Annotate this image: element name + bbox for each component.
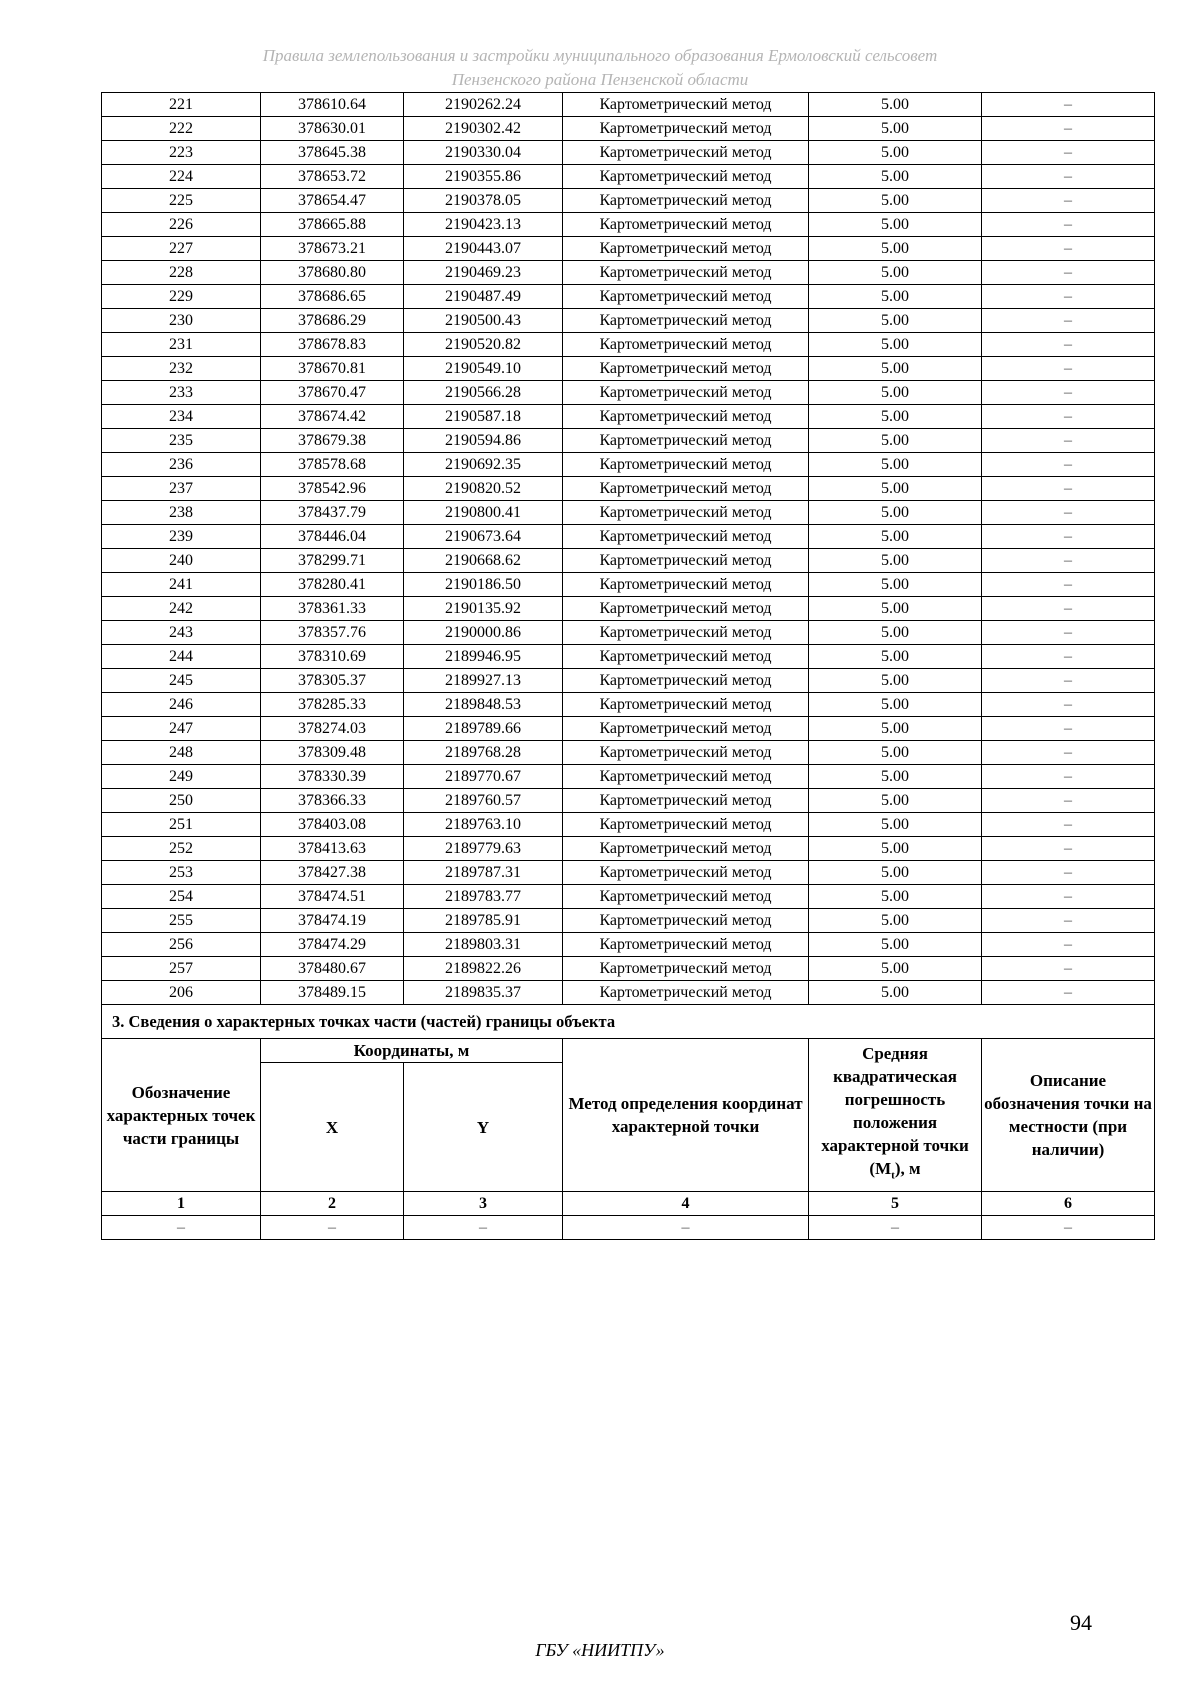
description-cell: –: [982, 309, 1155, 333]
point-number-cell: 239: [102, 525, 261, 549]
error-cell: 5.00: [809, 261, 982, 285]
y-coordinate-cell: 2190135.92: [404, 597, 563, 621]
method-cell: Картометрический метод: [563, 333, 809, 357]
error-cell: 5.00: [809, 117, 982, 141]
x-coordinate-cell: 378403.08: [261, 813, 404, 837]
point-number-cell: 240: [102, 549, 261, 573]
point-number-cell: 223: [102, 141, 261, 165]
x-coordinate-cell: 378446.04: [261, 525, 404, 549]
x-coordinate-cell: 378474.29: [261, 933, 404, 957]
error-cell: 5.00: [809, 405, 982, 429]
table-row: [102, 333, 1155, 357]
method-cell: Картометрический метод: [563, 981, 809, 1005]
point-number-cell: 241: [102, 573, 261, 597]
y-coordinate-cell: 2190443.07: [404, 237, 563, 261]
error-cell: 5.00: [809, 285, 982, 309]
error-cell: 5.00: [809, 549, 982, 573]
description-cell: –: [982, 357, 1155, 381]
point-number-cell: 247: [102, 717, 261, 741]
error-cell: 5.00: [809, 141, 982, 165]
y-coordinate-cell: 2190800.41: [404, 501, 563, 525]
method-cell: Картометрический метод: [563, 669, 809, 693]
x-coordinate-cell: 378578.68: [261, 453, 404, 477]
y-coordinate-cell: 2190520.82: [404, 333, 563, 357]
y-coordinate-cell: 2189822.26: [404, 957, 563, 981]
y-coordinate-cell: 2190487.49: [404, 285, 563, 309]
point-number-cell: 228: [102, 261, 261, 285]
x-coordinate-cell: 378686.29: [261, 309, 404, 333]
header-y: Y: [404, 1063, 563, 1192]
error-cell: 5.00: [809, 933, 982, 957]
table-row: [102, 381, 1155, 405]
method-cell: Картометрический метод: [563, 549, 809, 573]
method-cell: Картометрический метод: [563, 141, 809, 165]
x-coordinate-cell: 378670.47: [261, 381, 404, 405]
x-coordinate-cell: 378305.37: [261, 669, 404, 693]
y-coordinate-cell: 2189787.31: [404, 861, 563, 885]
description-cell: –: [982, 765, 1155, 789]
y-coordinate-cell: 2190469.23: [404, 261, 563, 285]
table-row: [102, 573, 1155, 597]
empty-data-row: [102, 1216, 1155, 1240]
method-cell: Картометрический метод: [563, 189, 809, 213]
y-coordinate-cell: 2190330.04: [404, 141, 563, 165]
method-cell: Картометрический метод: [563, 885, 809, 909]
table-row: [102, 117, 1155, 141]
y-coordinate-cell: 2190302.42: [404, 117, 563, 141]
error-cell: 5.00: [809, 309, 982, 333]
empty-cell: –: [982, 1216, 1155, 1240]
x-coordinate-cell: 378680.80: [261, 261, 404, 285]
method-cell: Картометрический метод: [563, 285, 809, 309]
y-coordinate-cell: 2190423.13: [404, 213, 563, 237]
description-cell: –: [982, 933, 1155, 957]
error-cell: 5.00: [809, 837, 982, 861]
y-coordinate-cell: 2189760.57: [404, 789, 563, 813]
y-coordinate-cell: 2190378.05: [404, 189, 563, 213]
table-row: [102, 405, 1155, 429]
error-cell: 5.00: [809, 189, 982, 213]
method-cell: Картометрический метод: [563, 309, 809, 333]
x-coordinate-cell: 378542.96: [261, 477, 404, 501]
header-method: Метод определения координат характерной точки: [563, 1039, 809, 1192]
point-number-cell: 233: [102, 381, 261, 405]
x-coordinate-cell: 378357.76: [261, 621, 404, 645]
description-cell: –: [982, 885, 1155, 909]
method-cell: Картометрический метод: [563, 429, 809, 453]
method-cell: Картометрический метод: [563, 93, 809, 117]
method-cell: Картометрический метод: [563, 693, 809, 717]
table-row: [102, 597, 1155, 621]
method-cell: Картометрический метод: [563, 453, 809, 477]
x-coordinate-cell: 378686.65: [261, 285, 404, 309]
x-coordinate-cell: 378330.39: [261, 765, 404, 789]
empty-cell: –: [563, 1216, 809, 1240]
header-error: [809, 1039, 982, 1192]
method-cell: Картометрический метод: [563, 765, 809, 789]
page-number: 94: [1070, 1610, 1092, 1635]
method-cell: Картометрический метод: [563, 909, 809, 933]
point-number-cell: 232: [102, 357, 261, 381]
y-coordinate-cell: 2189763.10: [404, 813, 563, 837]
y-coordinate-cell: 2190668.62: [404, 549, 563, 573]
table-row: [102, 429, 1155, 453]
header-error-sub: t: [891, 1169, 895, 1182]
x-coordinate-cell: 378285.33: [261, 693, 404, 717]
table-row: [102, 645, 1155, 669]
header-line-2: Пензенского района Пензенской области: [451, 70, 749, 89]
y-coordinate-cell: 2189768.28: [404, 741, 563, 765]
column-number: 5: [809, 1192, 982, 1216]
error-cell: 5.00: [809, 93, 982, 117]
table-row: [102, 477, 1155, 501]
header-description: Описание обозначения точки на местности (при наличии): [982, 1039, 1155, 1192]
y-coordinate-cell: 2189835.37: [404, 981, 563, 1005]
header-coordinates: Координаты, м: [261, 1039, 563, 1063]
description-cell: –: [982, 645, 1155, 669]
table-row: [102, 213, 1155, 237]
y-coordinate-cell: 2190587.18: [404, 405, 563, 429]
error-cell: 5.00: [809, 741, 982, 765]
y-coordinate-cell: 2190549.10: [404, 357, 563, 381]
error-cell: 5.00: [809, 237, 982, 261]
point-number-cell: 227: [102, 237, 261, 261]
error-cell: 5.00: [809, 477, 982, 501]
x-coordinate-cell: 378679.38: [261, 429, 404, 453]
table-row: [102, 93, 1155, 117]
error-cell: 5.00: [809, 885, 982, 909]
error-cell: 5.00: [809, 429, 982, 453]
x-coordinate-cell: 378654.47: [261, 189, 404, 213]
x-coordinate-cell: 378673.21: [261, 237, 404, 261]
x-coordinate-cell: 378437.79: [261, 501, 404, 525]
error-cell: 5.00: [809, 645, 982, 669]
description-cell: –: [982, 909, 1155, 933]
method-cell: Картометрический метод: [563, 213, 809, 237]
description-cell: –: [982, 285, 1155, 309]
y-coordinate-cell: 2190594.86: [404, 429, 563, 453]
x-coordinate-cell: 378474.51: [261, 885, 404, 909]
method-cell: Картометрический метод: [563, 597, 809, 621]
error-cell: 5.00: [809, 453, 982, 477]
x-coordinate-cell: 378645.38: [261, 141, 404, 165]
description-cell: –: [982, 453, 1155, 477]
x-coordinate-cell: 378630.01: [261, 117, 404, 141]
description-cell: –: [982, 261, 1155, 285]
table-row: [102, 525, 1155, 549]
table-row: [102, 189, 1155, 213]
y-coordinate-cell: 2189783.77: [404, 885, 563, 909]
x-coordinate-cell: 378489.15: [261, 981, 404, 1005]
description-cell: –: [982, 669, 1155, 693]
description-cell: –: [982, 381, 1155, 405]
x-coordinate-cell: 378361.33: [261, 597, 404, 621]
method-cell: Картометрический метод: [563, 645, 809, 669]
x-coordinate-cell: 378665.88: [261, 213, 404, 237]
error-cell: 5.00: [809, 333, 982, 357]
description-cell: –: [982, 93, 1155, 117]
header-line-1: Правила землепользования и застройки муниципального образования Ермоловский сельсовет: [262, 46, 938, 65]
y-coordinate-cell: 2189848.53: [404, 693, 563, 717]
table-row: [102, 981, 1155, 1005]
error-cell: 5.00: [809, 717, 982, 741]
point-number-cell: 230: [102, 309, 261, 333]
empty-cell: –: [809, 1216, 982, 1240]
error-cell: 5.00: [809, 213, 982, 237]
point-number-cell: 250: [102, 789, 261, 813]
table-row: [102, 165, 1155, 189]
x-coordinate-cell: 378480.67: [261, 957, 404, 981]
table-row: [102, 549, 1155, 573]
method-cell: Картометрический метод: [563, 957, 809, 981]
method-cell: Картометрический метод: [563, 381, 809, 405]
point-number-cell: 234: [102, 405, 261, 429]
x-coordinate-cell: 378610.64: [261, 93, 404, 117]
x-coordinate-cell: 378674.42: [261, 405, 404, 429]
error-cell: 5.00: [809, 357, 982, 381]
error-cell: 5.00: [809, 621, 982, 645]
error-cell: 5.00: [809, 381, 982, 405]
method-cell: Картометрический метод: [563, 741, 809, 765]
column-number: 6: [982, 1192, 1155, 1216]
description-cell: –: [982, 741, 1155, 765]
point-number-cell: 252: [102, 837, 261, 861]
point-number-cell: 244: [102, 645, 261, 669]
table-row: [102, 621, 1155, 645]
point-number-cell: 253: [102, 861, 261, 885]
point-number-cell: 224: [102, 165, 261, 189]
description-cell: –: [982, 429, 1155, 453]
point-number-cell: 236: [102, 453, 261, 477]
point-number-cell: 255: [102, 909, 261, 933]
y-coordinate-cell: 2189779.63: [404, 837, 563, 861]
column-number: 2: [261, 1192, 404, 1216]
x-coordinate-cell: 378678.83: [261, 333, 404, 357]
table-row: [102, 453, 1155, 477]
description-cell: –: [982, 837, 1155, 861]
point-number-cell: 206: [102, 981, 261, 1005]
method-cell: Картометрический метод: [563, 261, 809, 285]
table-row: [102, 837, 1155, 861]
table-row: [102, 741, 1155, 765]
table-row: [102, 789, 1155, 813]
column-number: 3: [404, 1192, 563, 1216]
point-number-cell: 245: [102, 669, 261, 693]
coordinates-table-body: [102, 93, 1155, 1005]
description-cell: –: [982, 981, 1155, 1005]
x-coordinate-cell: 378427.38: [261, 861, 404, 885]
y-coordinate-cell: 2190692.35: [404, 453, 563, 477]
method-cell: Картометрический метод: [563, 717, 809, 741]
x-coordinate-cell: 378474.19: [261, 909, 404, 933]
table-row: [102, 501, 1155, 525]
table-row: [102, 309, 1155, 333]
description-cell: –: [982, 693, 1155, 717]
y-coordinate-cell: 2190566.28: [404, 381, 563, 405]
empty-cell: –: [404, 1216, 563, 1240]
table-row: [102, 957, 1155, 981]
description-cell: –: [982, 213, 1155, 237]
method-cell: Картометрический метод: [563, 525, 809, 549]
point-number-cell: 231: [102, 333, 261, 357]
table-row: [102, 909, 1155, 933]
x-coordinate-cell: 378280.41: [261, 573, 404, 597]
y-coordinate-cell: 2189770.67: [404, 765, 563, 789]
y-coordinate-cell: 2190820.52: [404, 477, 563, 501]
table-row: [102, 285, 1155, 309]
table-row: [102, 693, 1155, 717]
point-number-cell: 237: [102, 477, 261, 501]
empty-cell: –: [102, 1216, 261, 1240]
error-cell: 5.00: [809, 909, 982, 933]
description-cell: –: [982, 573, 1155, 597]
table-row: [102, 141, 1155, 165]
point-number-cell: 251: [102, 813, 261, 837]
method-cell: Картометрический метод: [563, 621, 809, 645]
method-cell: Картометрический метод: [563, 573, 809, 597]
error-cell: 5.00: [809, 861, 982, 885]
y-coordinate-cell: 2190262.24: [404, 93, 563, 117]
description-cell: –: [982, 597, 1155, 621]
x-coordinate-cell: 378670.81: [261, 357, 404, 381]
empty-cell: –: [261, 1216, 404, 1240]
error-cell: 5.00: [809, 573, 982, 597]
description-cell: –: [982, 621, 1155, 645]
point-number-cell: 226: [102, 213, 261, 237]
x-coordinate-cell: 378274.03: [261, 717, 404, 741]
description-cell: –: [982, 501, 1155, 525]
y-coordinate-cell: 2190500.43: [404, 309, 563, 333]
description-cell: –: [982, 189, 1155, 213]
column-number: 4: [563, 1192, 809, 1216]
point-number-cell: 249: [102, 765, 261, 789]
method-cell: Картометрический метод: [563, 237, 809, 261]
x-coordinate-cell: 378299.71: [261, 549, 404, 573]
method-cell: Картометрический метод: [563, 933, 809, 957]
method-cell: Картометрический метод: [563, 405, 809, 429]
error-cell: 5.00: [809, 693, 982, 717]
method-cell: Картометрический метод: [563, 501, 809, 525]
method-cell: Картометрический метод: [563, 813, 809, 837]
point-number-cell: 225: [102, 189, 261, 213]
point-number-cell: 229: [102, 285, 261, 309]
description-cell: –: [982, 117, 1155, 141]
y-coordinate-cell: 2189927.13: [404, 669, 563, 693]
table-row: [102, 669, 1155, 693]
point-number-cell: 248: [102, 741, 261, 765]
error-cell: 5.00: [809, 501, 982, 525]
error-cell: 5.00: [809, 165, 982, 189]
y-coordinate-cell: 2189785.91: [404, 909, 563, 933]
error-cell: 5.00: [809, 981, 982, 1005]
description-cell: –: [982, 165, 1155, 189]
error-cell: 5.00: [809, 669, 982, 693]
x-coordinate-cell: 378309.48: [261, 741, 404, 765]
point-number-cell: 221: [102, 93, 261, 117]
table-row: [102, 237, 1155, 261]
description-cell: –: [982, 333, 1155, 357]
table-row: [102, 933, 1155, 957]
method-cell: Картометрический метод: [563, 477, 809, 501]
y-coordinate-cell: 2189803.31: [404, 933, 563, 957]
table-row: [102, 357, 1155, 381]
point-number-cell: 243: [102, 621, 261, 645]
point-number-cell: 238: [102, 501, 261, 525]
table-row: [102, 717, 1155, 741]
method-cell: Картометрический метод: [563, 165, 809, 189]
y-coordinate-cell: 2189789.66: [404, 717, 563, 741]
x-coordinate-cell: 378653.72: [261, 165, 404, 189]
header-error-unit: ), м: [894, 1159, 921, 1179]
description-cell: –: [982, 525, 1155, 549]
method-cell: Картометрический метод: [563, 117, 809, 141]
column-numbers-row: [102, 1192, 1155, 1216]
error-cell: 5.00: [809, 765, 982, 789]
section-3-header-row: [102, 1039, 1155, 1063]
coordinates-table: [101, 92, 1155, 1240]
section-3: [102, 1005, 1155, 1240]
description-cell: –: [982, 237, 1155, 261]
method-cell: Картометрический метод: [563, 861, 809, 885]
method-cell: Картометрический метод: [563, 837, 809, 861]
description-cell: –: [982, 861, 1155, 885]
document-footer: ГБУ «НИИТПУ»: [535, 1640, 665, 1660]
header-designation: Обозначение характерных точек части границы: [102, 1039, 261, 1192]
error-cell: 5.00: [809, 597, 982, 621]
description-cell: –: [982, 789, 1155, 813]
point-number-cell: 246: [102, 693, 261, 717]
description-cell: –: [982, 717, 1155, 741]
x-coordinate-cell: 378366.33: [261, 789, 404, 813]
description-cell: –: [982, 141, 1155, 165]
method-cell: Картометрический метод: [563, 357, 809, 381]
point-number-cell: 235: [102, 429, 261, 453]
description-cell: –: [982, 813, 1155, 837]
point-number-cell: 222: [102, 117, 261, 141]
header-x: X: [261, 1063, 404, 1192]
table-row: [102, 813, 1155, 837]
table-row: [102, 861, 1155, 885]
header-error-text: Средняя квадратическая погрешность положения характерной точки (M: [821, 1044, 969, 1179]
column-number: 1: [102, 1192, 261, 1216]
description-cell: –: [982, 957, 1155, 981]
method-cell: Картометрический метод: [563, 789, 809, 813]
y-coordinate-cell: 2190000.86: [404, 621, 563, 645]
error-cell: 5.00: [809, 789, 982, 813]
point-number-cell: 257: [102, 957, 261, 981]
table-row: [102, 261, 1155, 285]
table-row: [102, 885, 1155, 909]
table-row: [102, 765, 1155, 789]
description-cell: –: [982, 477, 1155, 501]
point-number-cell: 242: [102, 597, 261, 621]
error-cell: 5.00: [809, 525, 982, 549]
y-coordinate-cell: 2189946.95: [404, 645, 563, 669]
point-number-cell: 256: [102, 933, 261, 957]
error-cell: 5.00: [809, 813, 982, 837]
y-coordinate-cell: 2190355.86: [404, 165, 563, 189]
description-cell: –: [982, 405, 1155, 429]
point-number-cell: 254: [102, 885, 261, 909]
x-coordinate-cell: 378310.69: [261, 645, 404, 669]
y-coordinate-cell: 2190673.64: [404, 525, 563, 549]
x-coordinate-cell: 378413.63: [261, 837, 404, 861]
section-3-title: 3. Сведения о характерных точках части (частей) границы объекта: [102, 1005, 1155, 1039]
error-cell: 5.00: [809, 957, 982, 981]
description-cell: –: [982, 549, 1155, 573]
y-coordinate-cell: 2190186.50: [404, 573, 563, 597]
